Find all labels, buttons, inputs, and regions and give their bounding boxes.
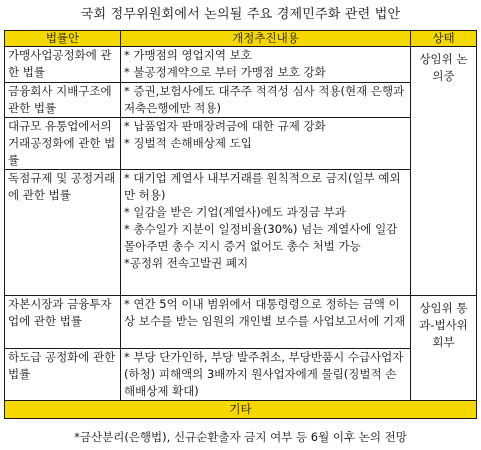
table-header-row	[5, 31, 477, 47]
content-line: * 납품업자 판매장려금에 대한 규제 강화	[124, 119, 326, 133]
law-name-cell: 가맹사업공정화에 관한 법률	[5, 47, 121, 83]
content-cell	[121, 349, 411, 401]
content-line: * 부당 단가인하, 부당 발주취소, 부당반품시 수급사업자(하청) 피해액의 3배까지 원사업자에게 물림(징벌적 손해배상제 확대)	[124, 350, 404, 398]
header-status: 상태	[411, 31, 477, 47]
content-line: * 증권,보험사에도 대주주 적격성 심사 적용(현재 은행과 저축은행에만 적용)	[124, 84, 405, 115]
content-line: * 징벌적 손해배상제 도입	[124, 136, 252, 150]
table-row	[5, 118, 477, 170]
header-content: 개정추진내용	[121, 31, 411, 47]
footnote: *금산분리(은행법), 신규순환출자 금지 여부 등 6월 이후 논의 전망	[74, 430, 407, 444]
law-name-cell: 자본시장과 금융투자업에 관한 법률	[5, 296, 121, 349]
table-row	[5, 296, 477, 349]
law-name-cell: 하도급 공정화에 관한 법률	[5, 349, 121, 401]
content-cell	[121, 83, 411, 118]
table-row	[5, 349, 477, 401]
content-line: * 연간 5억 이내 범위에서 대통령령으로 정하는 금액 이상 보수를 받는 임원의 개인별 보수를 사업보고서에 기재	[124, 297, 406, 328]
law-name-cell: 독점규제 및 공정거래에 관한 법률	[5, 170, 121, 296]
table-row	[5, 170, 477, 296]
content-line: * 대기업 계열사 내부거래를 원칙적으로 금지(일부 예외만 허용)	[124, 171, 401, 202]
content-line: * 일감을 받은 기업(계열사)에도 과징금 부과	[124, 205, 346, 219]
content-cell	[121, 47, 411, 83]
content-line: * 불공정계약으로 부터 가맹점 보호 강화	[124, 65, 326, 79]
table-row	[5, 47, 477, 83]
status-cell: 상임위 통과-법사위 회부	[411, 296, 477, 401]
content-line: *공정위 전속고발권 폐지	[124, 256, 249, 270]
etc-row	[5, 401, 477, 419]
content-cell	[121, 118, 411, 170]
etc-label: 기타	[5, 401, 477, 419]
page-title: 국회 정무위원회에서 논의될 주요 경제민주화 관련 법안	[80, 7, 401, 22]
status-cell: 상임위 논의중	[411, 47, 477, 296]
content-cell	[121, 170, 411, 296]
law-table	[4, 30, 477, 419]
header-law: 법률안	[5, 31, 121, 47]
content-line: * 가맹점의 영업지역 보호	[124, 48, 252, 62]
table-row	[5, 83, 477, 118]
content-cell	[121, 296, 411, 349]
content-line: * 총수일가 지분이 일정비율(30%) 넘는 계열사에 일감 몰아주면 총수 지시 증거 없어도 총수 처벌 가능	[124, 222, 398, 253]
law-name-cell: 금융회사 지배구조에 관한 법률	[5, 83, 121, 118]
law-name-cell: 대규모 유통업에서의 거래공정화에 관한 법률	[5, 118, 121, 170]
